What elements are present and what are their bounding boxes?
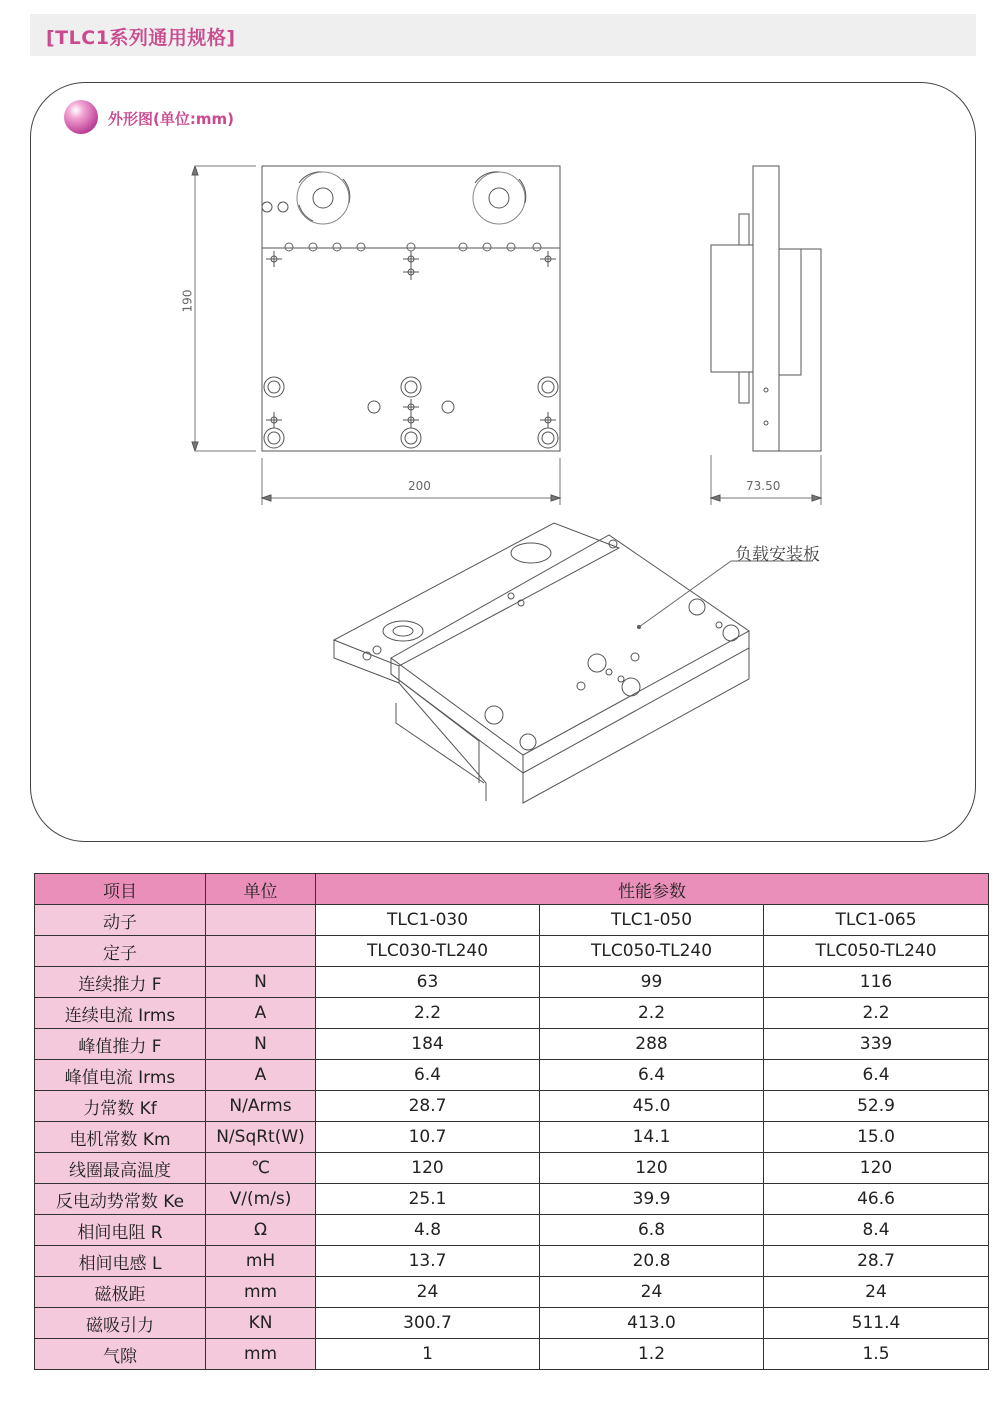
row-value: 120 [764, 1153, 989, 1184]
row-value: 1.5 [764, 1339, 989, 1370]
row-value: 28.7 [316, 1091, 540, 1122]
row-value: 63 [316, 967, 540, 998]
row-label: 动子 [35, 905, 206, 936]
table-row [35, 998, 989, 1029]
row-label: 定子 [35, 936, 206, 967]
header-performance: 性能参数 [316, 874, 989, 905]
row-value: 15.0 [764, 1122, 989, 1153]
table-row [35, 936, 989, 967]
row-unit: mH [206, 1246, 316, 1277]
table-row [35, 905, 989, 936]
row-value: 14.1 [540, 1122, 764, 1153]
row-value: TLC1-065 [764, 905, 989, 936]
row-value: 120 [540, 1153, 764, 1184]
table-row [35, 1122, 989, 1153]
row-value: TLC030-TL240 [316, 936, 540, 967]
isometric-view [334, 523, 813, 803]
table-row [35, 1308, 989, 1339]
row-value: 6.8 [540, 1215, 764, 1246]
row-unit [206, 936, 316, 967]
row-value: 24 [540, 1277, 764, 1308]
row-value: 300.7 [316, 1308, 540, 1339]
row-value: TLC050-TL240 [764, 936, 989, 967]
row-label: 线圈最高温度 [35, 1153, 206, 1184]
section-bullet-icon [64, 100, 98, 134]
row-unit: N/Arms [206, 1091, 316, 1122]
row-unit: N/SqRt(W) [206, 1122, 316, 1153]
dimension-width-label: 200 [408, 479, 431, 493]
row-value: 6.4 [316, 1060, 540, 1091]
table-row [35, 1246, 989, 1277]
row-unit: ℃ [206, 1153, 316, 1184]
spec-table [34, 873, 989, 1370]
row-value: 511.4 [764, 1308, 989, 1339]
row-label: 磁极距 [35, 1277, 206, 1308]
row-value: 413.0 [540, 1308, 764, 1339]
row-label: 相间电阻 R [35, 1215, 206, 1246]
row-value: 20.8 [540, 1246, 764, 1277]
row-value: 339 [764, 1029, 989, 1060]
table-row [35, 1184, 989, 1215]
row-label: 力常数 Kf [35, 1091, 206, 1122]
row-value: 46.6 [764, 1184, 989, 1215]
row-label: 电机常数 Km [35, 1122, 206, 1153]
row-value: 6.4 [764, 1060, 989, 1091]
header-unit: 单位 [206, 874, 316, 905]
row-label: 相间电感 L [35, 1246, 206, 1277]
row-value: 24 [764, 1277, 989, 1308]
table-row [35, 1091, 989, 1122]
row-value: 39.9 [540, 1184, 764, 1215]
front-view [192, 166, 560, 505]
row-value: 52.9 [764, 1091, 989, 1122]
table-row [35, 1060, 989, 1091]
row-value: 116 [764, 967, 989, 998]
dimension-depth-label: 73.50 [746, 479, 781, 493]
row-value: 6.4 [540, 1060, 764, 1091]
row-value: TLC1-050 [540, 905, 764, 936]
slot-feature-right [473, 172, 526, 224]
row-value: 45.0 [540, 1091, 764, 1122]
row-value: 288 [540, 1029, 764, 1060]
header-item: 项目 [35, 874, 206, 905]
table-row [35, 1153, 989, 1184]
row-unit: mm [206, 1339, 316, 1370]
row-value: 120 [316, 1153, 540, 1184]
drawing-panel [30, 82, 976, 842]
row-value: 13.7 [316, 1246, 540, 1277]
table-header-row [35, 874, 989, 905]
table-row [35, 967, 989, 998]
row-value: 28.7 [764, 1246, 989, 1277]
row-label: 气隙 [35, 1339, 206, 1370]
row-unit: V/(m/s) [206, 1184, 316, 1215]
row-unit: KN [206, 1308, 316, 1339]
technical-drawing [31, 83, 977, 843]
drawing-section-label: 外形图(单位:mm) [108, 110, 234, 128]
row-label: 峰值电流 Irms [35, 1060, 206, 1091]
row-value: 1.2 [540, 1339, 764, 1370]
row-value: 2.2 [764, 998, 989, 1029]
row-unit: Ω [206, 1215, 316, 1246]
row-unit [206, 905, 316, 936]
slot-feature-left [297, 172, 350, 224]
row-unit: N [206, 1029, 316, 1060]
row-value: 8.4 [764, 1215, 989, 1246]
spec-table-body [35, 905, 989, 1370]
row-value: 1 [316, 1339, 540, 1370]
row-value: TLC1-030 [316, 905, 540, 936]
row-label: 反电动势常数 Ke [35, 1184, 206, 1215]
load-plate-callout: 负载安装板 [735, 545, 820, 565]
row-value: TLC050-TL240 [540, 936, 764, 967]
row-unit: A [206, 1060, 316, 1091]
table-row [35, 1277, 989, 1308]
row-unit: A [206, 998, 316, 1029]
row-value: 10.7 [316, 1122, 540, 1153]
row-value: 184 [316, 1029, 540, 1060]
row-value: 25.1 [316, 1184, 540, 1215]
row-label: 连续电流 Irms [35, 998, 206, 1029]
side-view [711, 166, 821, 505]
table-row [35, 1029, 989, 1060]
row-label: 磁吸引力 [35, 1308, 206, 1339]
row-value: 4.8 [316, 1215, 540, 1246]
row-unit: mm [206, 1277, 316, 1308]
row-label: 连续推力 F [35, 967, 206, 998]
header-bar [30, 14, 976, 56]
row-unit: N [206, 967, 316, 998]
row-value: 2.2 [316, 998, 540, 1029]
page-title: [TLC1系列通用规格] [46, 27, 236, 49]
row-value: 2.2 [540, 998, 764, 1029]
table-row [35, 1339, 989, 1370]
row-value: 99 [540, 967, 764, 998]
row-label: 峰值推力 F [35, 1029, 206, 1060]
table-row [35, 1215, 989, 1246]
dimension-height-label: 190 [180, 289, 195, 313]
row-value: 24 [316, 1277, 540, 1308]
